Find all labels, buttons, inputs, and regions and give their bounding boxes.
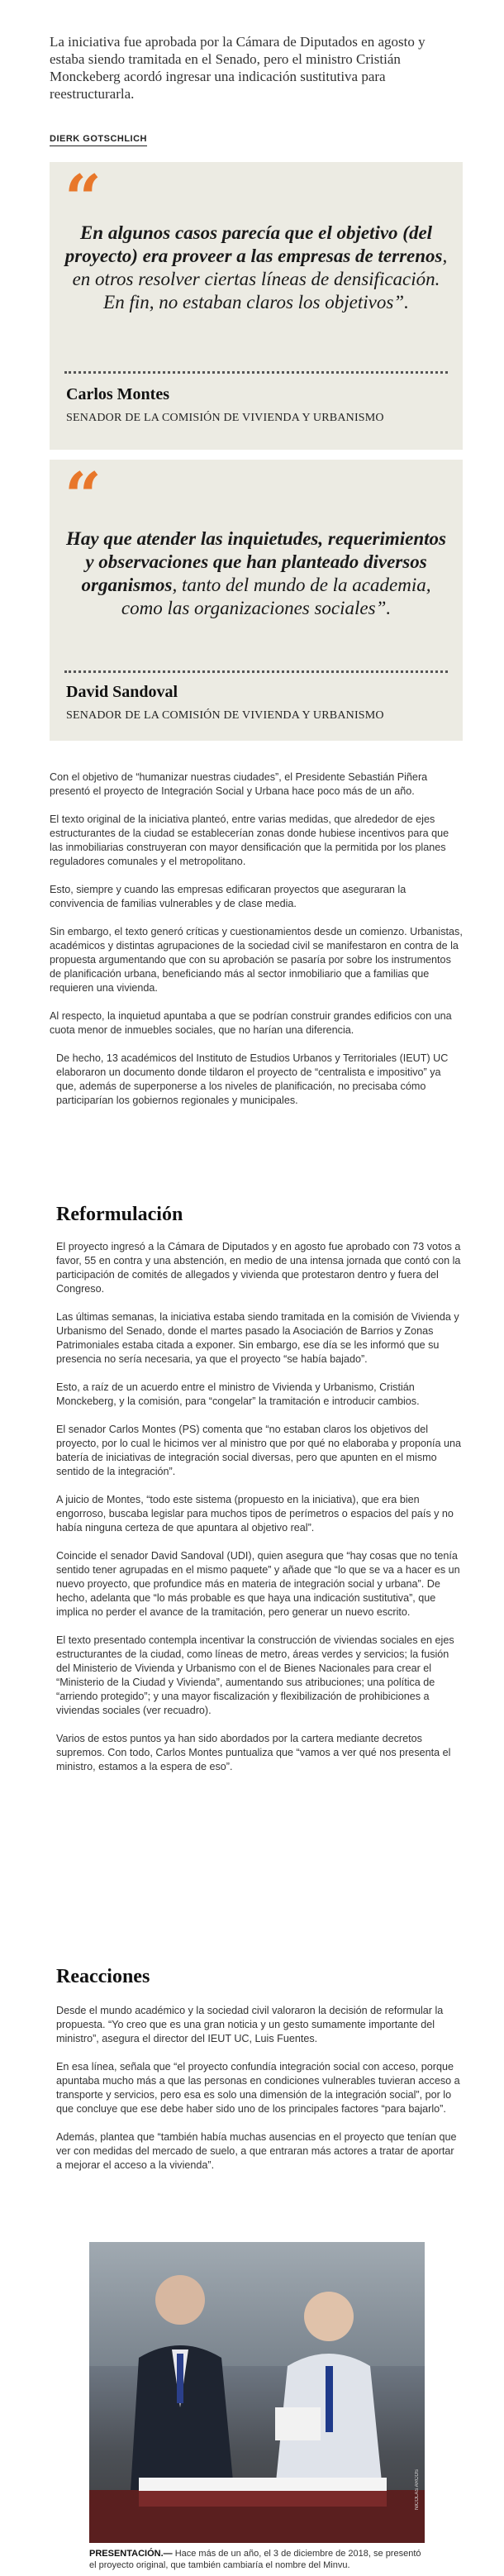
paragraph: Coincide el senador David Sandoval (UDI), quien asegura que “hay cosas que no tenía sentido tener agrupadas en el mismo paquete” y añade que “lo que se va a hacer es un nuevo proyecto, que profundice más en materia de integración social y urbana”. De hecho, adelanta que “lo más probable es que haya una indicación sustitutiva”, que implica no perder el avance de la tramitación, pero generar un nuevo escrito. bbox=[56, 1550, 460, 1618]
quote-author: Carlos Montes bbox=[66, 385, 169, 403]
paragraph: Al respecto, la inquietud apuntaba a que se podrían construir grandes edificios con una cuota menor de inmuebles sociales, que no harían una diferencia. bbox=[50, 1010, 452, 1036]
caption-text: Hace más de un año, el 3 de diciembre de 2018, se presentó el proyecto original, que también cambiaría el nombre del Minvu. bbox=[89, 2549, 421, 2570]
paragraph: Varios de estos puntos ya han sido abordados por la cartera mediante decretos supremos. Con todo, Carlos Montes puntualiza que “vamos a ver qué nos presenta el ministro, estamos a la espera de eso”. bbox=[56, 1733, 451, 1772]
section-heading-reacciones: Reacciones bbox=[56, 1966, 150, 1987]
quote-divider bbox=[64, 670, 448, 673]
paragraph: Con el objetivo de “humanizar nuestras ciudades”, el Presidente Sebastián Piñera presentó el proyecto de Integración Social y Urbana hace poco más de un año. bbox=[50, 771, 428, 797]
quote-text: En algunos casos parecía que el objetivo (del proyecto) era proveer a las empresas de terrenos, en otros resolver ciertas líneas de densificación. En fin, no estaban claros los objetivos”. bbox=[64, 222, 448, 312]
photo-credit: NICOLAS ARCOS bbox=[415, 2469, 420, 2510]
photo-byline: DIERK GOTSCHLICH bbox=[50, 134, 147, 146]
quote-author-role: SENADOR DE LA COMISIÓN DE VIVIENDA Y URBANISMO bbox=[66, 412, 384, 424]
paragraph: El proyecto ingresó a la Cámara de Diputados y en agosto fue aprobado con 73 votos a favor, 55 en contra y una abstención, en medio de una intensa jornada que contó con la participación de comités de allegados y vivienda que protestaron dentro y fuera del Congreso. bbox=[56, 1241, 461, 1295]
quote-author-role: SENADOR DE LA COMISIÓN DE VIVIENDA Y URBANISMO bbox=[66, 709, 384, 722]
paragraph: A juicio de Montes, “todo este sistema (propuesto en la iniciativa), que era bien engorroso, buscaba legislar para muchos tipos de perímetros o espacios del país y no había ninguna certeza de que apuntara al objetivo real”. bbox=[56, 1494, 454, 1534]
article-body-reacciones bbox=[56, 2004, 463, 2187]
pull-quote-1 bbox=[50, 162, 463, 450]
photo-caption bbox=[89, 2548, 425, 2571]
paragraph: Sin embargo, el texto generó críticas y cuestionamientos desde un comienzo. Urbanistas, académicos y distintas agrupaciones de la sociedad civil se manifestaron en contra de la propuesta argumentando que con su aprobación se pasaría por sobre los instrumentos de planificación urbana, beneficiando más al sector inmobiliario que a familias que requieren una vivienda. bbox=[50, 926, 463, 994]
article-body-reformulacion bbox=[56, 1240, 463, 1788]
photo-illustration bbox=[89, 2242, 425, 2543]
paragraph: Esto, siempre y cuando las empresas edificaran proyectos que aseguraran la convivencia de familias vulnerables y de clase media. bbox=[50, 884, 407, 909]
quote-mark-icon: “ bbox=[64, 161, 102, 236]
paragraph: Las últimas semanas, la iniciativa estaba siendo tramitada en la comisión de Vivienda y Urbanismo del Senado, donde el martes pasado la Asociación de Barrios y Zonas Patrimoniales estaba citada a exponer. Sin embargo, ese día se les informó que su presencia no sería necesaria, ya que el proyecto “se había bajado”. bbox=[56, 1311, 459, 1365]
article-body-intro bbox=[50, 770, 463, 1122]
paragraph: Desde el mundo académico y la sociedad civil valoraron la decisión de reformular la propuesta. “Yo creo que es una gran noticia y un gesto sumamente importante del ministro”, asegura el director del IEUT UC, Luis Fuentes. bbox=[56, 2005, 444, 2044]
quote-text: Hay que atender las inquietudes, requerimientos y observaciones que han planteado diversos organismos, tanto del mundo de la academia, como las organizaciones sociales”. bbox=[65, 528, 447, 618]
section-heading-reformulacion: Reformulación bbox=[56, 1204, 183, 1225]
quote-author: David Sandoval bbox=[66, 683, 178, 701]
paragraph: El texto presentado contempla incentivar la construcción de viviendas sociales en ejes estructurantes de la ciudad, como líneas de metro, áreas verdes y servicios; la fusión del Ministerio de Vivienda y Urbanismo con el de Bienes Nacionales para crear el “Ministerio de la Ciudad y Vivienda”, aumentando sus atribuciones; una política de “arriendo protegido”; y una mayor fiscalización y flexibilización de prohibiciones a viviendas sociales (ver recuadro). bbox=[56, 1634, 454, 1716]
paragraph: El texto original de la iniciativa planteó, entre varias medidas, que alrededor de ejes estructurantes de la ciudad se establecerían zonas donde hubiese incentivos para que las inmobiliarias construyeran con mayor densificación que la permitida por los planes reguladores comunales y el metropolitano. bbox=[50, 813, 449, 867]
quote-mark-icon: “ bbox=[64, 459, 102, 534]
quote-divider bbox=[64, 371, 448, 374]
paragraph: Además, plantea que “también había muchas ausencias en el proyecto que tenían que ver con medidas del mercado de suelo, a que entraran más actores a tratar de aportar a mejorar el acceso a la vivienda”. bbox=[56, 2131, 457, 2171]
pull-quote-2 bbox=[50, 460, 463, 741]
paragraph: Esto, a raíz de un acuerdo entre el ministro de Vivienda y Urbanismo, Cristián Monckeberg, y la comisión, para “congelar” la tramitación e introducir cambios. bbox=[56, 1381, 420, 1407]
paragraph: De hecho, 13 académicos del Instituto de Estudios Urbanos y Territoriales (IEUT) UC elaboraron un documento donde tildaron el proyecto de “centralista e impositivo” ya que, además de superponerse a los niveles de planificación, no precisaba cómo participarían los gobiernos regionales y municipales. bbox=[56, 1052, 449, 1106]
paragraph: En esa línea, señala que “el proyecto confundía integración social con acceso, porque apuntaba mucho más a que las personas en condiciones vulnerables tuvieran acceso a transporte y servicios, pero esa es solo una dimensión de la integración social”, por lo que concluye que ese debe haber sido uno de los principales factores “para bajarlo”. bbox=[56, 2061, 460, 2115]
article-photo bbox=[89, 2242, 425, 2543]
article-lead: La iniciativa fue aprobada por la Cámara de Diputados en agosto y estaba siendo tramitada en el Senado, pero el ministro Cristián Monckeberg acordó ingresar una indicación sustitutiva para reestructurarla. bbox=[50, 34, 426, 102]
paragraph: El senador Carlos Montes (PS) comenta que “no estaban claros los objetivos del proyecto, por lo cual le hicimos ver al ministro que por qué no elaboraba y proponía una batería de iniciativas de integración social diversas, pero que apunten en el mismo sentido de la integración”. bbox=[56, 1424, 462, 1477]
caption-label: PRESENTACIÓN.— bbox=[89, 2549, 173, 2559]
